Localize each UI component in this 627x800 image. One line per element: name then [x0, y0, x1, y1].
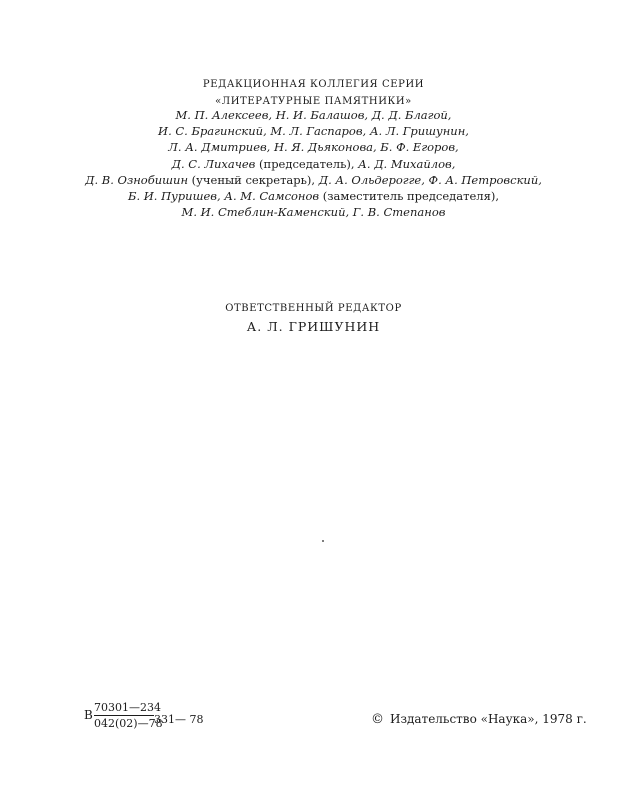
member-line: М. И. Стеблин-Каменский, Г. В. Степанов: [181, 205, 446, 220]
member-line: Д. С. Лихачев (председатель), А. Д. Михайлов,: [171, 156, 456, 171]
member-line: Д. В. Ознобишин (ученый секретарь), Д. А. Ольдерогге, Ф. А. Петровский,: [85, 172, 542, 187]
catalog-numerator: 70301—234: [94, 701, 161, 714]
member-line: М. П. Алексеев, Н. И. Балашов, Д. Д. Благой,: [175, 108, 452, 122]
catalog-fraction: [94, 701, 163, 730]
responsible-editor-heading: ОТВЕТСТВЕННЫЙ РЕДАКТОР: [225, 303, 402, 314]
copyright-line: [371, 712, 587, 727]
member-line: Л. А. Дмитриев, Н. Я. Дьяконова, Б. Ф. Егоров,: [168, 140, 459, 155]
copyright-icon: ©: [371, 712, 384, 727]
editorial-board-heading: [0, 76, 627, 110]
member-role: (председатель),: [255, 156, 359, 171]
member-role: (ученый секретарь),: [188, 172, 319, 187]
member-role: (заместитель председателя),: [319, 189, 499, 204]
editorial-board-members: [0, 107, 627, 220]
catalog-denominator: 042(02)—78: [94, 717, 163, 730]
editorial-board-title: РЕДАКЦИОННАЯ КОЛЛЕГИЯ СЕРИИ: [202, 79, 425, 90]
catalog-tail: 331— 78: [154, 713, 204, 726]
member-line: И. С. Брагинский, М. Л. Гаспаров, А. Л. Гришунин,: [158, 124, 469, 139]
member-line: Б. И. Пуришев, А. М. Самсонов (заместитель председателя),: [128, 189, 499, 204]
speck-mark: [322, 540, 324, 542]
series-title: «ЛИТЕРАТУРНЫЕ ПАМЯТНИКИ»: [215, 96, 412, 107]
copyright-text: Издательство «Наука», 1978 г.: [390, 712, 587, 726]
catalog-letter: В: [84, 708, 93, 722]
responsible-editor-name: А. Л. ГРИШУНИН: [246, 319, 381, 334]
